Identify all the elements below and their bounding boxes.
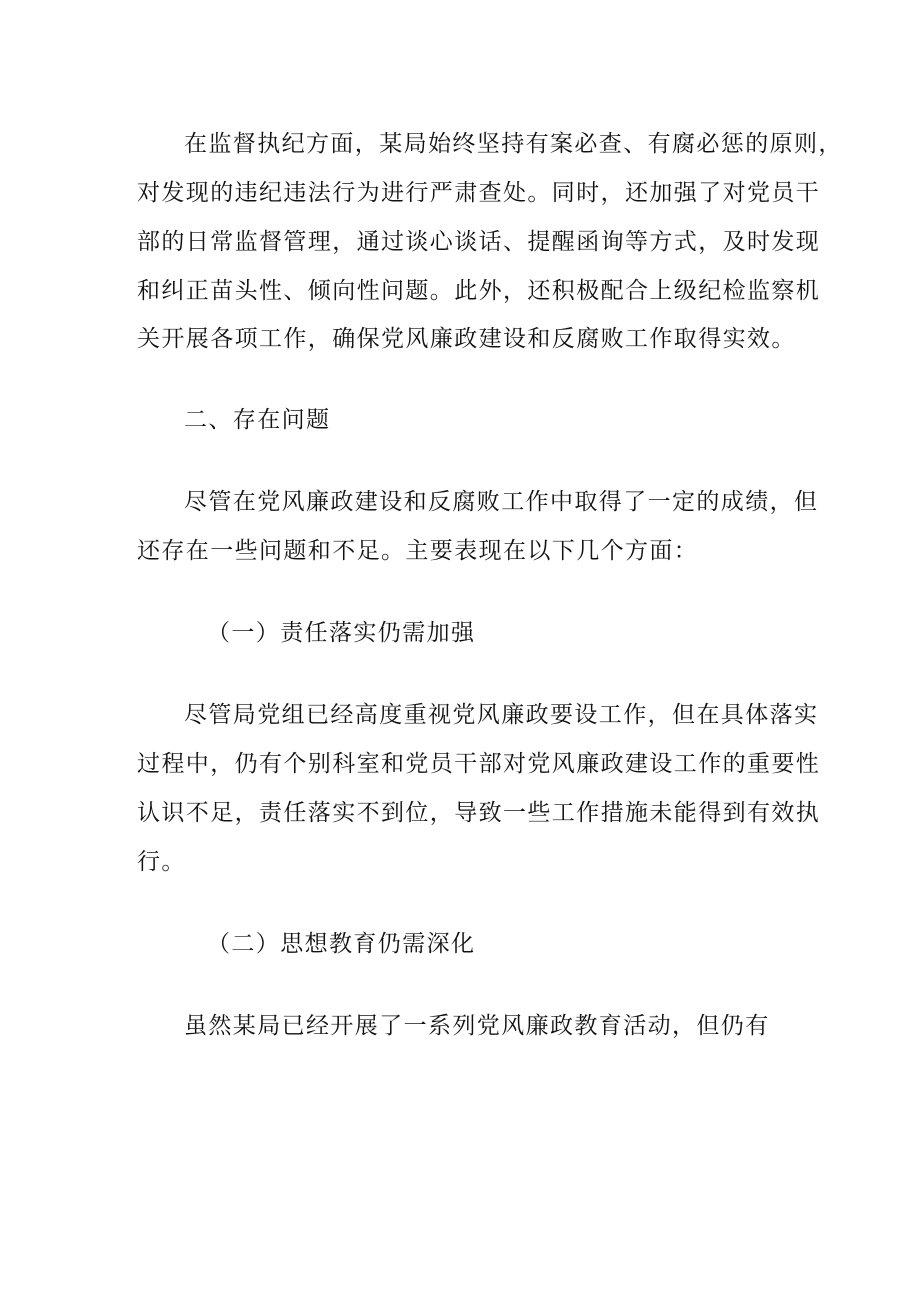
text-line: 和纠正苗头性、倾向性问题。此外，还积极配合上级纪检监察机 — [137, 278, 821, 304]
text-line: 在监督执纪方面，某局始终坚持有案必查、有腐必惩的原则， — [184, 131, 843, 157]
text-line: 过程中，仍有个别科室和党员干部对党风廉政建设工作的重要性 — [137, 751, 821, 777]
subsection-heading-1: （一）责任落实仍需加强 — [207, 620, 476, 646]
subsection-heading-2: （二）思想教育仍需深化 — [207, 931, 476, 957]
text-line: 还存在一些问题和不足。主要表现在以下几个方面： — [137, 538, 699, 564]
section-heading: 二、存在问题 — [184, 407, 331, 433]
text-line: 对发现的违纪违法行为进行严肃查处。同时，还加强了对党员干 — [137, 180, 821, 206]
text-line: 部的日常监督管理，通过谈心谈话、提醒函询等方式，及时发现 — [137, 229, 821, 255]
text-line: 行。 — [137, 849, 186, 875]
text-line: 尽管在党风廉政建设和反腐败工作中取得了一定的成绩，但 — [184, 489, 819, 515]
text-line: 认识不足，责任落实不到位，导致一些工作措施未能得到有效执 — [137, 800, 821, 826]
text-line: 关开展各项工作，确保党风廉政建设和反腐败工作取得实效。 — [137, 326, 796, 352]
text-line: 尽管局党组已经高度重视党风廉政要设工作，但在具体落实 — [184, 702, 819, 728]
text-line: 虽然某局已经开展了一系列党风廉政教育活动，但仍有 — [184, 1013, 770, 1039]
